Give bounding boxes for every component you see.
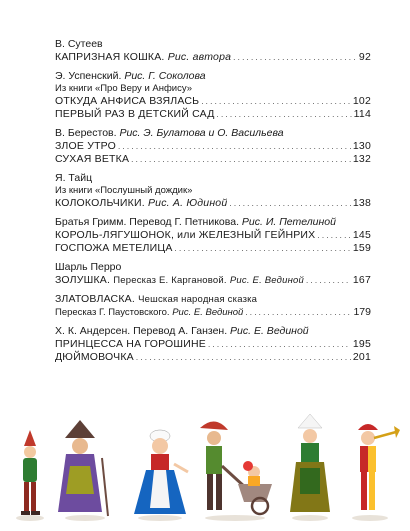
gnome-figure bbox=[21, 430, 40, 515]
toc-entry[interactable]: ЗОЛУШКА. Пересказ Е. Каргановой. Рис. Е. Вединой . . . 167 bbox=[55, 274, 371, 287]
book-source: Из книги «Послушный дождик» bbox=[55, 185, 193, 196]
toc-entry[interactable]: ЗЛОЕ УТРО . . . 130 bbox=[55, 140, 371, 153]
toc-entry[interactable]: КАПРИЗНАЯ КОШКА. Рис. автора . . . 92 bbox=[55, 51, 371, 64]
witch-figure bbox=[58, 420, 108, 516]
page-number: 167 bbox=[352, 274, 371, 286]
author-heading: Х. К. Андерсен. Перевод А. Ганзен. Рис. Е. Вединой bbox=[55, 325, 309, 337]
page-number: 132 bbox=[352, 153, 371, 165]
man-with-wheelbarrow-figure bbox=[200, 421, 272, 514]
toc-entry[interactable]: КОРОЛЬ-ЛЯГУШОНОК, или ЖЕЛЕЗНЫЙ ГЕЙНРИХ . . . 145 bbox=[55, 229, 371, 242]
author-heading: Я. Тайц bbox=[55, 172, 93, 184]
toc-entry[interactable]: Пересказ Г. Паустовского. Рис. Е. Вединой . . . 179 bbox=[55, 306, 371, 319]
page-number: 195 bbox=[352, 338, 371, 350]
page-number: 114 bbox=[353, 108, 371, 120]
author-heading: В. Берестов. Рис. Э. Булатова и О. Васильева bbox=[55, 127, 284, 139]
toc-entry[interactable]: ОТКУДА АНФИСА ВЗЯЛАСЬ . . . 102 bbox=[55, 95, 371, 108]
toc-entry[interactable]: КОЛОКОЛЬЧИКИ. Рис. А. Юдиной . . . 138 bbox=[55, 197, 371, 210]
page-number: 130 bbox=[352, 140, 371, 152]
herald-figure bbox=[358, 424, 400, 510]
toc-entry[interactable]: ПРИНЦЕССА НА ГОРОШИНЕ . . . 195 bbox=[55, 338, 371, 351]
author-heading: Братья Гримм. Перевод Г. Петникова. Рис. И. Петелиной bbox=[55, 216, 336, 228]
author-heading: В. Сутеев bbox=[55, 38, 103, 50]
toc-entry[interactable]: ПЕРВЫЙ РАЗ В ДЕТСКИЙ САД . . . 114 bbox=[55, 108, 371, 121]
book-source: Из книги «Про Веру и Анфису» bbox=[55, 83, 192, 94]
page-number: 138 bbox=[352, 197, 371, 209]
toc-entry[interactable]: ДЮЙМОВОЧКА . . . 201 bbox=[55, 351, 371, 364]
toc-entry[interactable]: ГОСПОЖА МЕТЕЛИЦА . . . 159 bbox=[55, 242, 371, 255]
page-number: 179 bbox=[353, 306, 371, 318]
woman-figure bbox=[134, 430, 188, 514]
page-number: 92 bbox=[358, 51, 371, 63]
author-heading: ЗЛАТОВЛАСКА. Чешская народная сказка bbox=[55, 293, 258, 305]
toc-entry[interactable]: СУХАЯ ВЕТКА . . . 132 bbox=[55, 153, 371, 166]
page-number: 145 bbox=[352, 229, 371, 241]
lady-figure bbox=[290, 414, 330, 512]
page-number: 102 bbox=[352, 95, 371, 107]
page-number: 201 bbox=[352, 351, 371, 363]
page-number: 159 bbox=[352, 242, 371, 254]
table-of-contents bbox=[55, 38, 371, 364]
fairy-tale-characters-illustration bbox=[10, 408, 400, 523]
author-heading: Э. Успенский. Рис. Г. Соколова bbox=[55, 70, 206, 82]
author-heading: Шарль Перро bbox=[55, 261, 122, 273]
